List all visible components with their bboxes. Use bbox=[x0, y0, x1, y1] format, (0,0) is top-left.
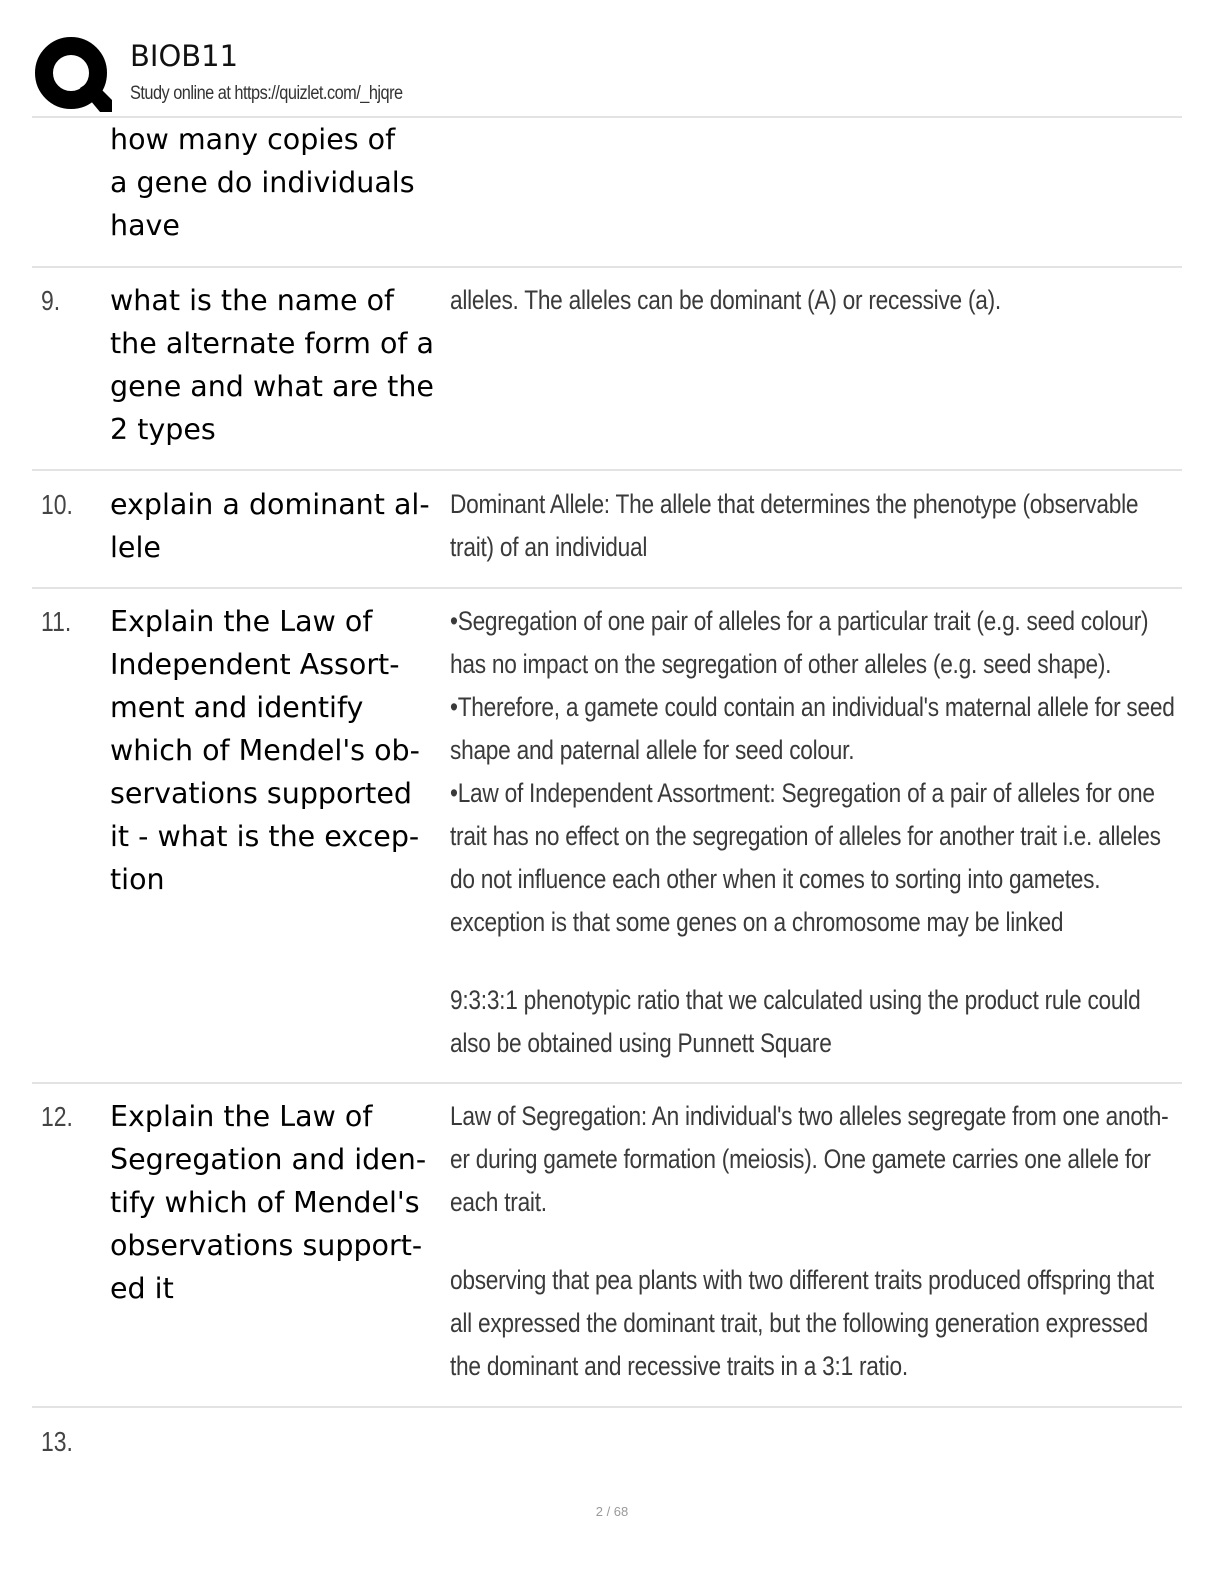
term-line: explain a dominant al- bbox=[110, 488, 430, 521]
term-line: Explain the Law of bbox=[110, 1100, 373, 1133]
card-definition bbox=[450, 600, 1190, 1065]
deck-title: BIOB11 bbox=[130, 39, 239, 73]
card-number: 11. bbox=[41, 606, 72, 637]
card-definition bbox=[450, 1095, 1190, 1388]
term-line: ment and identify bbox=[110, 691, 364, 724]
divider bbox=[32, 1082, 1182, 1084]
term-line: lele bbox=[110, 531, 161, 564]
term-line: a gene do individuals bbox=[110, 166, 415, 199]
definition-line: Dominant Allele: The allele that determines the phenotype (observable bbox=[450, 489, 1139, 519]
definition-line: do not influence each other when it comes to sorting into gametes. bbox=[450, 864, 1101, 894]
term-line: Explain the Law of bbox=[110, 605, 373, 638]
card-definition bbox=[450, 483, 1190, 569]
definition-line: observing that pea plants with two different traits produced offspring that bbox=[450, 1265, 1154, 1295]
card-number: 13. bbox=[41, 1426, 73, 1457]
term-line: have bbox=[110, 209, 180, 242]
term-line: observations support- bbox=[110, 1229, 423, 1262]
term-line: tify which of Mendel's bbox=[110, 1186, 420, 1219]
term-line: it - what is the excep- bbox=[110, 820, 420, 853]
definition-line: trait) of an individual bbox=[450, 532, 648, 562]
term-line: what is the name of bbox=[110, 284, 395, 317]
definition-line: exception is that some genes on a chromosome may be linked bbox=[450, 907, 1064, 937]
paragraph-gap bbox=[450, 944, 1190, 979]
divider bbox=[32, 1406, 1182, 1408]
definition-line: er during gamete formation (meiosis). One gamete carries one allele for bbox=[450, 1144, 1151, 1174]
definition-line: shape and paternal allele for seed colour. bbox=[450, 735, 855, 765]
study-online-link[interactable]: Study online at https://quizlet.com/_hjqre bbox=[130, 83, 403, 104]
term-line: ed it bbox=[110, 1272, 174, 1305]
term-line: the alternate form of a bbox=[110, 327, 434, 360]
card-term bbox=[110, 483, 455, 569]
card-term bbox=[110, 118, 455, 247]
paragraph-gap bbox=[450, 1224, 1190, 1259]
term-line: how many copies of bbox=[110, 123, 396, 156]
term-line: servations supported bbox=[110, 777, 412, 810]
definition-line: the dominant and recessive traits in a 3:1 ratio. bbox=[450, 1351, 908, 1381]
page-indicator: 2 / 68 bbox=[595, 1504, 629, 1519]
card-number: 12. bbox=[41, 1101, 73, 1132]
card-definition bbox=[450, 279, 1190, 322]
definition-line: each trait. bbox=[450, 1187, 547, 1217]
quizlet-logo-icon bbox=[34, 36, 112, 114]
definition-line: Law of Segregation: An individual's two alleles segregate from one anoth- bbox=[450, 1101, 1169, 1131]
definition-line: trait has no effect on the segregation of alleles for another trait i.e. alleles bbox=[450, 821, 1161, 851]
definition-line: •Segregation of one pair of alleles for a particular trait (e.g. seed colour) bbox=[450, 606, 1149, 636]
term-line: 2 types bbox=[110, 413, 216, 446]
definition-line: •Law of Independent Assortment: Segregation of a pair of alleles for one bbox=[450, 778, 1155, 808]
card-term bbox=[110, 600, 455, 901]
page-header bbox=[32, 34, 1182, 116]
definition-line: •Therefore, a gamete could contain an individual's maternal allele for seed bbox=[450, 692, 1175, 722]
definition-line: 9:3:3:1 phenotypic ratio that we calculated using the product rule could bbox=[450, 985, 1141, 1015]
card-number: 9. bbox=[41, 285, 61, 316]
term-line: Independent Assort- bbox=[110, 648, 400, 681]
definition-line: has no impact on the segregation of other alleles (e.g. seed shape). bbox=[450, 649, 1112, 679]
term-line: gene and what are the bbox=[110, 370, 434, 403]
definition-line: all expressed the dominant trait, but the following generation expressed bbox=[450, 1308, 1148, 1338]
divider bbox=[32, 469, 1182, 471]
divider bbox=[32, 587, 1182, 589]
card-term bbox=[110, 279, 455, 451]
divider bbox=[32, 266, 1182, 268]
card-term bbox=[110, 1095, 455, 1310]
definition-line: alleles. The alleles can be dominant (A) or recessive (a). bbox=[450, 285, 1001, 315]
term-line: tion bbox=[110, 863, 165, 896]
term-line: which of Mendel's ob- bbox=[110, 734, 420, 767]
definition-line: also be obtained using Punnett Square bbox=[450, 1028, 832, 1058]
term-line: Segregation and iden- bbox=[110, 1143, 427, 1176]
card-number: 10. bbox=[41, 489, 73, 520]
